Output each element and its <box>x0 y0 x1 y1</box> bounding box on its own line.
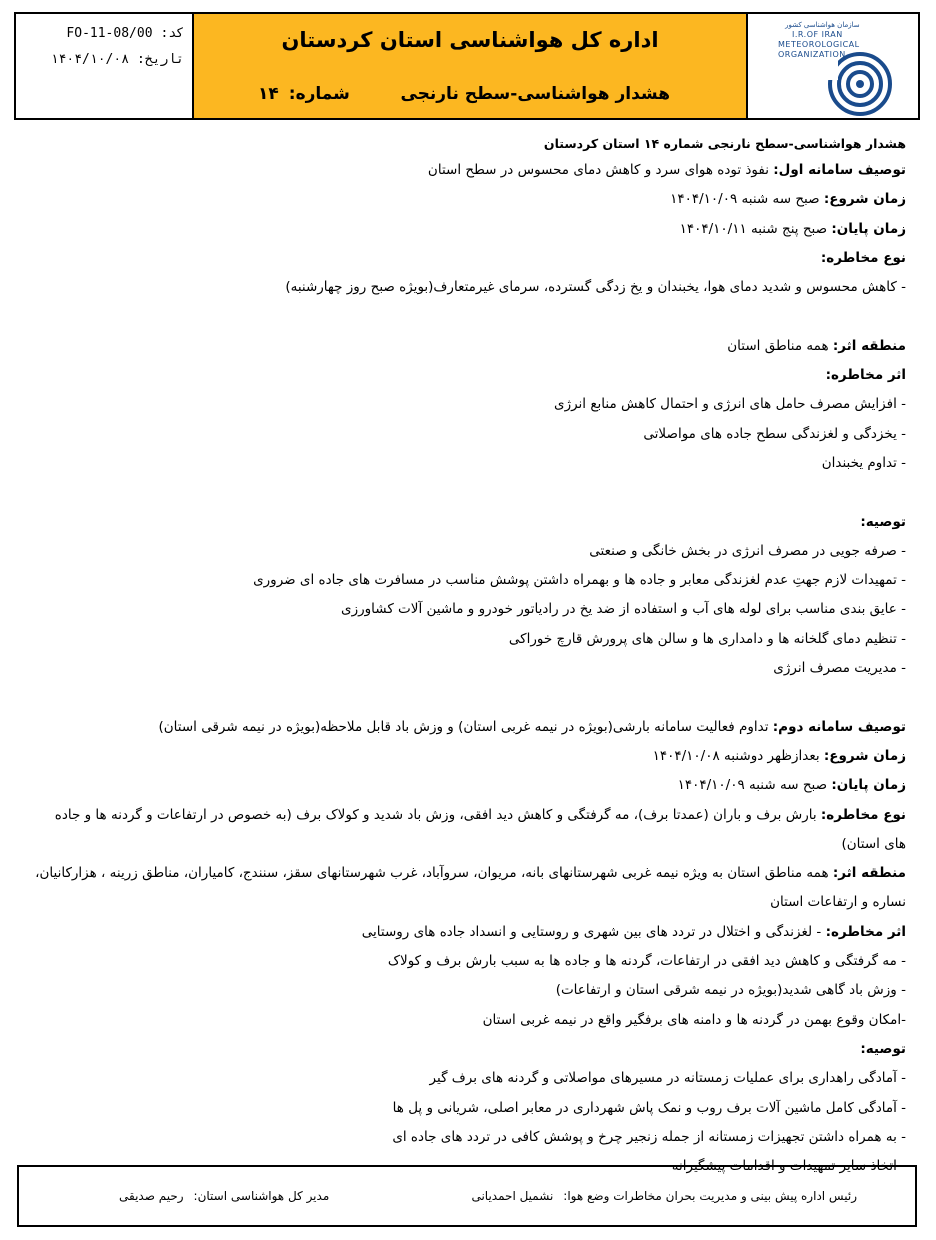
sys2-effect-label: اثر مخاطره: <box>825 923 906 940</box>
list-item: - تنظیم دمای گلخانه ها و دامداری ها و سالن های پرورش قارچ خوراکی <box>508 630 906 647</box>
alert-number <box>258 84 350 104</box>
sys2-hazard-type-value: بارش برف و باران (عمدتا برف)، مه گرفتگی و کاهش دید افقی، وزش باد شدید و کولاک برف (به خصوص در ارتفاعات و گردنه ها و جاده های استان) <box>54 806 906 852</box>
logo-text <box>778 20 860 60</box>
spacer <box>30 302 906 331</box>
date-value: ۱۴۰۴/۱۰/۰۸ <box>50 52 130 67</box>
sys2-effect-first: - لغزندگی و اختلال در تردد های بین شهری و روستایی و انسداد جاده های روستایی <box>361 923 822 940</box>
date-row <box>51 52 184 67</box>
list-item: - مدیریت مصرف انرژی <box>773 660 906 677</box>
sys1-desc-label: توصیف سامانه اول: <box>773 162 906 178</box>
code-date-box <box>16 14 194 118</box>
sys2-advice-label: توصیه: <box>860 1040 906 1057</box>
doc-title: هشدار هواشناسی-سطح نارنجی شماره ۱۴ استان کردستان <box>543 136 906 151</box>
sys2-end-label: زمان پایان: <box>831 777 906 794</box>
sys1-advice-label: توصیه: <box>860 513 906 530</box>
alert-title: هشدار هواشناسی-سطح نارنجی <box>400 84 670 104</box>
list-item: - اتخاذ سایر تمهیدات و اقدامات پیشگیرانه <box>671 1158 906 1175</box>
list-item: - آمادگی راهداری برای عملیات زمستانه در مسیرهای مواصلاتی و گردنه های برف گیر <box>429 1070 906 1087</box>
list-item: - آمادگی کامل ماشین آلات برف روب و نمک پاش شهرداری در معابر اصلی، شریانی و پل ها <box>392 1099 906 1116</box>
sys1-desc-value: نفوذ توده هوای سرد و کاهش دمای محسوس در سطح استان <box>427 162 769 178</box>
sys1-description <box>30 156 906 185</box>
sys2-area <box>30 859 906 918</box>
sys1-area-label: منطقه اثر: <box>832 337 906 354</box>
sys2-effect <box>30 918 906 947</box>
sys1-effect-label: اثر مخاطره: <box>825 367 906 384</box>
sys2-description <box>30 713 906 742</box>
list-item: - یخزدگی و لغزندگی سطح جاده های مواصلاتی <box>643 425 906 442</box>
org-title: اداره کل هواشناسی استان کردستان <box>281 28 659 52</box>
sys1-end-value: صبح پنج شنبه ۱۴۰۴/۱۰/۱۱ <box>679 220 828 237</box>
signature-footer <box>17 1165 917 1227</box>
code-row <box>66 26 184 41</box>
director-name: رحیم صدیقی <box>119 1189 184 1203</box>
code-label: کد: <box>160 26 184 41</box>
spacer <box>30 683 906 712</box>
sys2-desc-label: توصیف سامانه دوم: <box>772 718 906 735</box>
forecast-head-label: رئیس اداره پیش بینی و مدیریت بحران مخاطرات وضع هوا: <box>563 1189 857 1203</box>
sys2-end-value: صبح سه شنبه ۱۴۰۴/۱۰/۰۹ <box>677 777 828 794</box>
number-value: ۱۴ <box>258 84 279 104</box>
sys1-start-value: صبح سه شنبه ۱۴۰۴/۱۰/۰۹ <box>670 191 820 208</box>
sys2-area-label: منطقه اثر: <box>832 865 906 882</box>
logo-box <box>748 14 918 118</box>
list-item: - تداوم یخبندان <box>821 454 906 471</box>
sys2-desc-value: تداوم فعالیت سامانه بارشی(بویژه در نیمه غربی استان) و وزش باد قابل ملاحظه(بویژه در نیمه شرقی استان) <box>158 718 769 735</box>
sys2-area-value: همه مناطق استان به ویژه نیمه غربی شهرستانهای بانه، مریوان، سروآباد، غرب شهرستانهای سقز، سنندج، کامیاران، مناطق زرینه ، هزارکانیان، نساره و ارتفاعات استان <box>35 865 906 911</box>
sys2-hazard-type <box>30 801 906 860</box>
logo-english-2: METEOROLOGICAL <box>778 40 860 49</box>
sys1-end-label: زمان پایان: <box>831 220 906 237</box>
document-body <box>30 132 906 1181</box>
sys1-hazard-type-value: - کاهش محسوس و شدید دمای هوا، یخبندان و یخ زدگی گسترده، سرمای غیرمتعارف(بویژه صبح روز چهارشنبه) <box>285 279 906 296</box>
code-value: FO-11-08/00 <box>66 26 153 41</box>
sys1-start-label: زمان شروع: <box>823 191 906 208</box>
director-label: مدیر کل هواشناسی استان: <box>193 1189 330 1203</box>
logo-english-1: I.R.OF IRAN <box>792 30 843 39</box>
sys2-start-label: زمان شروع: <box>823 747 906 764</box>
list-item: - صرفه جویی در مصرف انرژی در بخش خانگی و صنعتی <box>589 542 906 559</box>
sys1-start <box>30 185 906 214</box>
list-item: - افزایش مصرف حامل های انرژی و احتمال کاهش منابع انرژی <box>554 396 906 413</box>
forecast-head-signature <box>471 1189 857 1203</box>
spacer <box>30 478 906 507</box>
document-header <box>14 12 920 120</box>
title-box <box>194 14 748 118</box>
sys2-hazard-type-label: نوع مخاطره: <box>820 806 906 823</box>
list-item: - مه گرفتگی و کاهش دید افقی در ارتفاعات، گردنه ها و جاده ها به سبب بارش برف و کولاک <box>387 953 906 970</box>
sys1-area <box>30 332 906 361</box>
logo-english-3: ORGANIZATION <box>778 50 846 59</box>
list-item: - عایق بندی مناسب برای لوله های آب و استفاده از ضد یخ در رادیاتور خودرو و ماشین آلات کشاورزی <box>341 601 906 618</box>
sys2-start-value: بعدازظهر دوشنبه ۱۴۰۴/۱۰/۰۸ <box>652 747 820 764</box>
number-label: شماره: <box>288 84 350 104</box>
list-item: -امکان وقوع بهمن در گردنه ها و دامنه های برفگیر واقع در نیمه غربی استان <box>482 1011 906 1028</box>
sys2-start <box>30 742 906 771</box>
forecast-head-name: نشمیل احمدیانی <box>471 1189 554 1203</box>
date-label: تاریخ: <box>137 52 184 67</box>
sys1-hazard-type-label: نوع مخاطره: <box>820 249 906 266</box>
logo-persian: سازمان هواشناسی کشور <box>785 21 860 29</box>
sys1-area-value: همه مناطق استان <box>727 337 829 354</box>
sys2-end <box>30 771 906 800</box>
list-item: - تمهیدات لازم جهتِ عدم لغزندگی معابر و جاده ها و بهمراه داشتن پوشش مناسب در مسافرت های جاده ای ضروری <box>253 572 906 589</box>
director-signature <box>119 1189 329 1203</box>
list-item: - وزش باد گاهی شدید(بویژه در نیمه شرقی استان و ارتفاعات) <box>555 982 906 999</box>
list-item: - به همراه داشتن تجهیزات زمستانه از جمله زنجیر چرخ و پوشش کافی در تردد های جاده ای <box>392 1128 906 1145</box>
sys1-end <box>30 215 906 244</box>
